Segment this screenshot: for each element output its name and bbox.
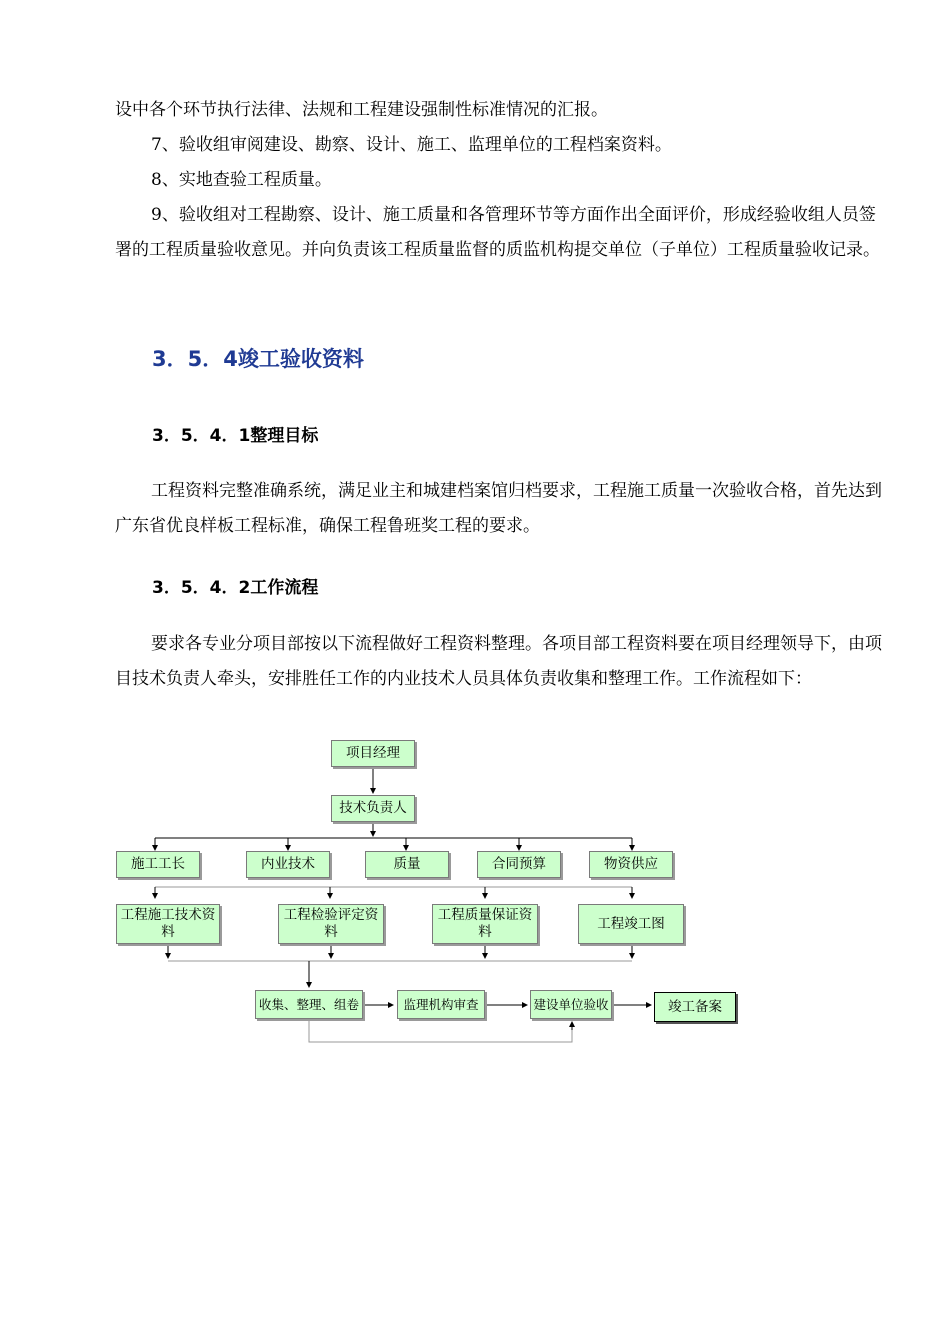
flow-box-technical-lead: 技术负责人 — [331, 795, 415, 822]
flow-box-supervisor-review: 监理机构审查 — [397, 990, 485, 1019]
flow-box-collect-organize: 收集、整理、组卷 — [255, 990, 363, 1019]
flow-box-as-built-drawings: 工程竣工图 — [578, 904, 684, 944]
paragraph-line1: 设中各个环节执行法律、法规和工程建设强制性标准情况的汇报。 — [115, 100, 608, 120]
flow-box-quality-assurance-docs: 工程质量保证资料 — [432, 904, 538, 944]
flow-box-material-supply: 物资供应 — [589, 851, 673, 878]
section-heading: 3．5．4竣工验收资料 — [152, 347, 364, 371]
subsection-text-2: 要求各专业分项目部按以下流程做好工程资料整理。各项目部工程资料要在项目经理领导下，由项目技术负责人牵头，安排胜任工作的内业技术人员具体负责收集和整理工作。工作流程如下： — [115, 634, 882, 689]
flow-box-office-technical: 内业技术 — [246, 851, 330, 878]
flow-box-construction-tech-docs: 工程施工技术资料 — [116, 904, 220, 944]
paragraph-item8: 8、实地查验工程质量。 — [151, 170, 332, 190]
flow-box-inspection-docs: 工程检验评定资料 — [278, 904, 384, 944]
subsection-text-1: 工程资料完整准确系统，满足业主和城建档案馆归档要求，工程施工质量一次验收合格，首先达到广东省优良样板工程标准，确保工程鲁班奖工程的要求。 — [115, 481, 882, 536]
flow-box-construction-foreman: 施工工长 — [116, 851, 200, 878]
flow-box-quality: 质量 — [365, 851, 449, 878]
paragraph-item9: 9、验收组对工程勘察、设计、施工质量和各管理环节等方面作出全面评价，形成经验收组人员签署的工程质量验收意见。并向负责该工程质量监督的质监机构提交单位（子单位）工程质量验收记录。 — [115, 205, 880, 260]
flow-box-completion-filing: 竣工备案 — [654, 992, 736, 1022]
subsection-heading-2: 3．5．4．2工作流程 — [152, 578, 319, 598]
flow-box-owner-acceptance: 建设单位验收 — [530, 990, 612, 1019]
subsection-heading-1: 3．5．4．1整理目标 — [152, 426, 319, 446]
flow-box-contract-budget: 合同预算 — [477, 851, 561, 878]
flow-box-project-manager: 项目经理 — [331, 740, 415, 767]
paragraph-item7: 7、验收组审阅建设、勘察、设计、施工、监理单位的工程档案资料。 — [151, 135, 672, 155]
